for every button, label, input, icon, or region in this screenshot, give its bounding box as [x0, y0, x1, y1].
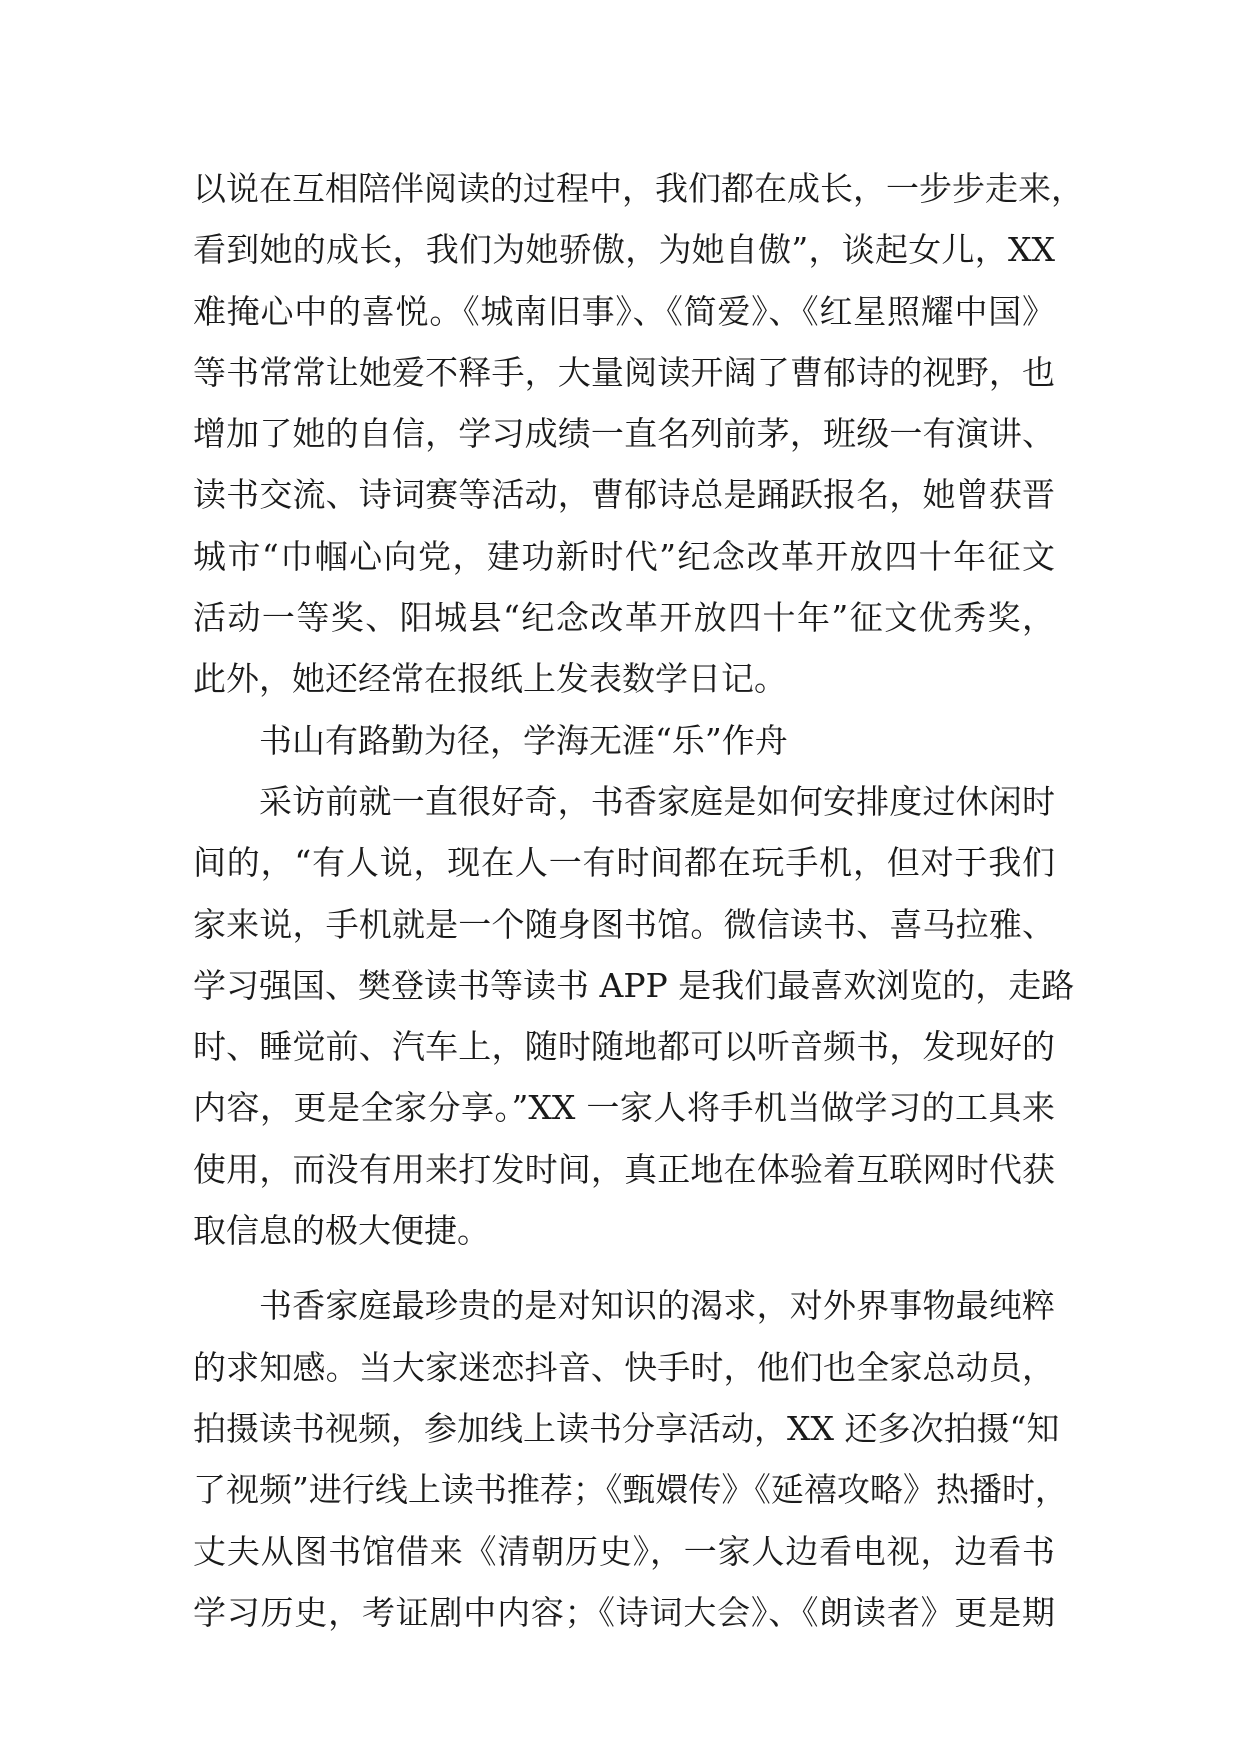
- text-line: 家来说，手机就是一个随身图书馆。微信读书、喜马拉雅、: [193, 904, 1055, 944]
- text-line: 等书常常让她爱不释手，大量阅读开阔了曹郁诗的视野，也: [193, 352, 1055, 392]
- text-line: 难掩心中的喜悦。《城南旧事》、《简爱》、《红星照耀中国》: [193, 291, 1055, 331]
- text-line: 以说在互相陪伴阅读的过程中，我们都在成长，一步步走来，: [193, 169, 1084, 208]
- text-line: 了视频”进行线上读书推荐；《甄嬛传》《延禧攻略》热播时，: [193, 1470, 1068, 1510]
- text-line: 读书交流、诗词赛等活动，曹郁诗总是踊跃报名，她曾获晋: [193, 475, 1055, 515]
- text-line: 书香家庭最珍贵的是对知识的渴求，对外界事物最纯粹: [259, 1286, 1055, 1326]
- text-line: 内容，更是全家分享。”XX 一家人将手机当做学习的工具来: [193, 1088, 1055, 1128]
- text-line: 丈夫从图书馆借来《清朝历史》，一家人边看电视，边看书: [193, 1531, 1055, 1571]
- text-line: 此外，她还经常在报纸上发表数学日记。: [193, 659, 787, 699]
- text-line: 间的，“有人说，现在人一有时间都在玩手机，但对于我们: [193, 843, 1055, 883]
- text-line: 取信息的极大便捷。: [193, 1211, 490, 1251]
- text-line: 时、睡觉前、汽车上，随时随地都可以听音频书，发现好的: [193, 1027, 1055, 1067]
- paragraph-gap: [193, 1261, 1055, 1275]
- text-line: 学习强国、樊登读书等读书 APP 是我们最喜欢浏览的，走路: [193, 965, 1075, 1005]
- text-line: 增加了她的自信，学习成绩一直名列前茅，班级一有演讲、: [193, 414, 1055, 454]
- text-line: 看到她的成长，我们为她骄傲，为她自傲”，谈起女儿，XX: [193, 230, 1055, 270]
- section-heading: 书山有路勤为径，学海无涯“乐”作舟: [259, 720, 788, 760]
- text-line: 拍摄读书视频，参加线上读书分享活动，XX 还多次拍摄“知: [193, 1408, 1060, 1448]
- text-line: 使用，而没有用来打发时间，真正地在体验着互联网时代获: [193, 1149, 1055, 1189]
- article-body: [193, 158, 1084, 1643]
- text-line: 的求知感。当大家迷恋抖音、快手时，他们也全家总动员，: [193, 1347, 1055, 1387]
- text-line: 学习历史，考证剧中内容；《诗词大会》、《朗读者》更是期: [193, 1592, 1055, 1632]
- text-line: 活动一等奖、阳城县“纪念改革开放四十年”征文优秀奖，: [193, 598, 1055, 638]
- text-line: 城市“巾帼心向党，建功新时代”纪念改革开放四十年征文: [193, 536, 1055, 576]
- text-line: 采访前就一直很好奇，书香家庭是如何安排度过休闲时: [259, 781, 1055, 821]
